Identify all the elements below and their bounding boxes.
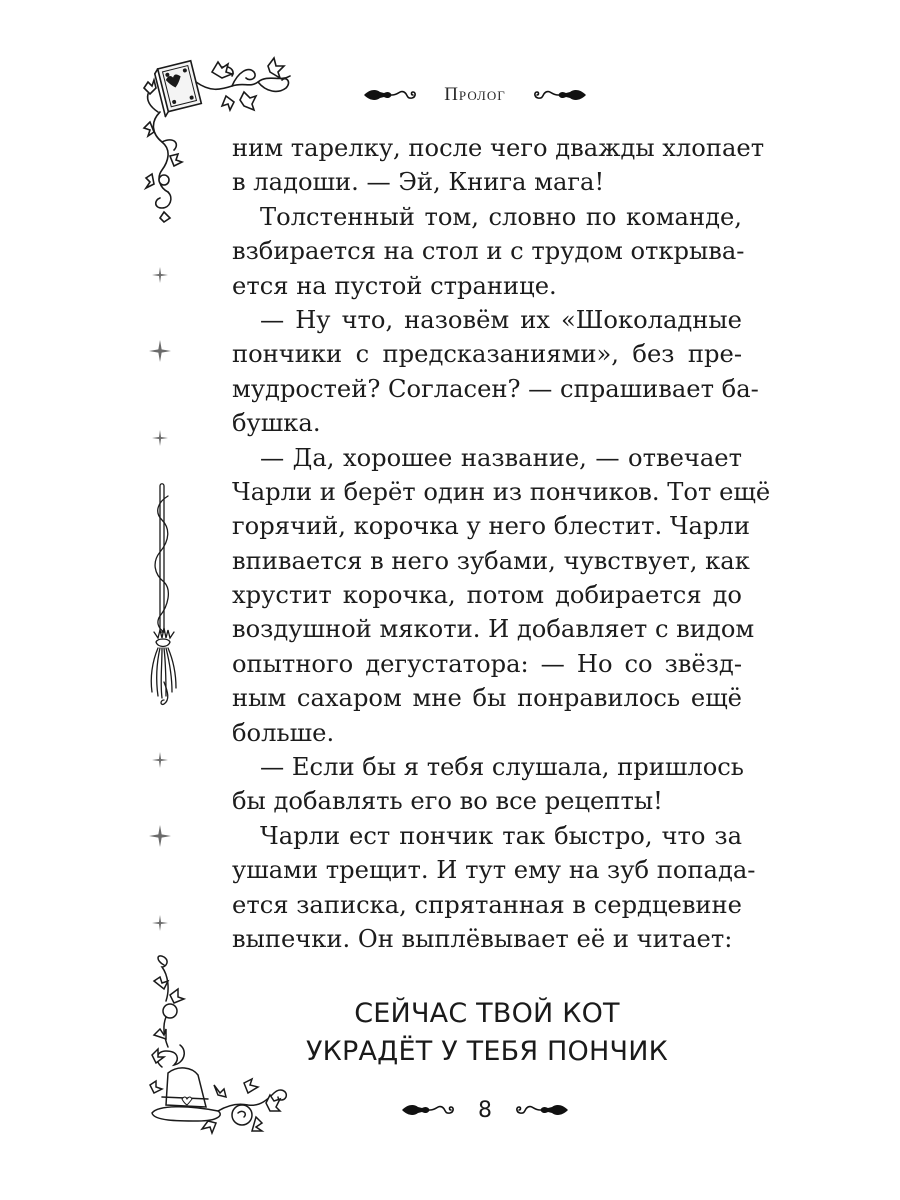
text-line: ним тарелку, после чего дважды хлопает <box>232 134 765 162</box>
sparkle-icon <box>152 430 168 446</box>
text-line: впивается в него зубами, чувствует, как <box>232 546 750 575</box>
sparkle-icon <box>149 340 171 362</box>
text-line: воздушной мякоти. И добавляет с видом <box>232 615 755 644</box>
text-line: в ладоши. — Эй, Книга мага! <box>232 168 605 197</box>
running-head <box>360 80 590 110</box>
page-footer <box>390 1095 580 1125</box>
text-line: взбирается на стол и с трудом открыва- <box>232 237 745 266</box>
broom-icon <box>146 482 182 712</box>
text-line: — Ну что, назовём их «Шоколадные <box>260 305 742 334</box>
sparkle-icon <box>152 752 168 768</box>
text-line: — Да, хорошее название, — отвечает <box>260 443 742 472</box>
text-line: больше. <box>232 718 335 747</box>
text-line: ным сахаром мне бы понравилось ещё <box>232 684 742 713</box>
note-line: СЕЙЧАС ТВОЙ КОТ <box>354 998 620 1029</box>
text-line: бы добавлять его во все рецепты! <box>232 787 663 816</box>
text-line: Чарли и берёт один из пончиков. Тот ещё <box>232 477 771 506</box>
text-line: — Если бы я тебя слушала, пришлось <box>260 753 744 782</box>
text-line: Чарли ест пончик так быстро, что за <box>260 821 742 850</box>
chapter-title: Пролог <box>444 84 506 105</box>
text-line: бушка. <box>232 409 321 438</box>
text-line: пончики с предсказаниями», без пре- <box>232 340 742 369</box>
body-text <box>232 131 771 956</box>
text-line: ется на пустой странице. <box>232 271 557 300</box>
page-number: 8 <box>478 1097 492 1123</box>
text-line: хрустит корочка, потом добирается до <box>232 581 742 610</box>
text-line: ушами трещит. И тут ему на зуб попада- <box>232 856 756 885</box>
broom-flourish-icon <box>510 1101 570 1119</box>
text-line: ется записка, спрятанная в сердцевине <box>232 890 742 919</box>
witch-hat-vine-icon <box>148 955 308 1135</box>
text-line: опытного дегустатора: — Но со звёзд- <box>232 649 742 678</box>
text-line: мудростей? Согласен? — спрашивает ба- <box>232 374 759 403</box>
sparkle-icon <box>152 267 168 283</box>
broom-flourish-icon <box>400 1101 460 1119</box>
text-line: выпечки. Он выплёвывает её и читает: <box>232 924 733 953</box>
broom-flourish-icon <box>362 86 422 104</box>
note-line: УКРАДЁТ У ТЕБЯ ПОНЧИК <box>306 1036 668 1067</box>
text-line: Толстенный том, словно по команде, <box>260 202 742 231</box>
broom-flourish-icon <box>528 86 588 104</box>
prediction-note <box>232 995 742 1071</box>
sparkle-icon <box>152 915 168 931</box>
text-line: горячий, корочка у него блестит. Чарли <box>232 512 750 541</box>
sparkle-icon <box>149 825 171 847</box>
